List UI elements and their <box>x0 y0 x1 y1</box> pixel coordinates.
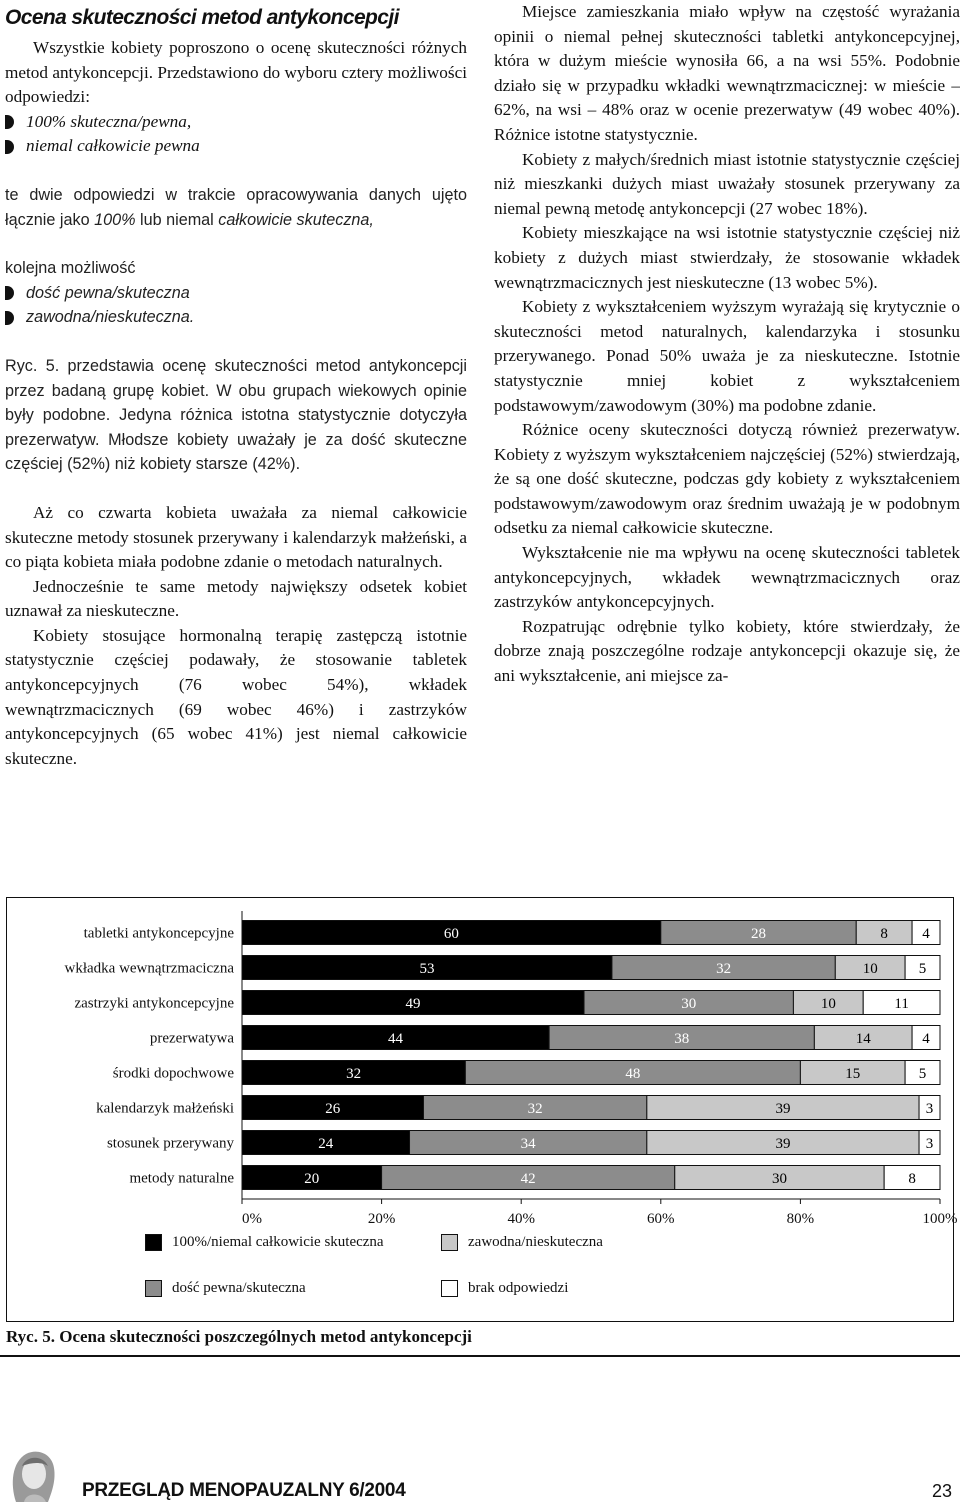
body-paragraph: Jednocześnie te same metody największy odsetek kobiet uznawał za nieskuteczne. <box>5 576 467 621</box>
bullet-item: dość pewna/skuteczna <box>5 281 467 306</box>
body-paragraph: Różnice oceny skuteczności dotyczą również prezerwatyw. Kobiety z wyższym wykształceniem najczęściej (52%) stwierdzają, że są one dość skuteczne, podczas gdy kobiety z wykształceniem podstawowym/zawodowym oraz średnim uważają je w podobnym odsetku za niemal całkowicie skuteczne. <box>494 420 960 538</box>
category-label: środki dopochwowe <box>112 1065 234 1082</box>
data-label: 5 <box>918 1066 927 1082</box>
bullet-icon <box>5 115 14 129</box>
woman-portrait-icon <box>2 1444 62 1504</box>
intro-paragraph: Wszystkie kobiety poproszono o ocenę skuteczności różnych metod antykoncepcji. Przedstawiono do wyboru cztery możliwości odpowiedzi: <box>5 38 467 107</box>
data-label: 53 <box>419 961 435 977</box>
x-tick-label: 80% <box>786 1211 815 1227</box>
data-label: 8 <box>880 926 888 942</box>
data-label: 28 <box>751 926 767 942</box>
data-label: 42 <box>520 1171 536 1187</box>
figure-paragraph: Ryc. 5. przedstawia ocenę skuteczności metod antykoncepcji przez badaną grupę kobiet. W obu grupach wiekowych opinie były podobne. Jedyna różnica istotna statystycznie dotyczyła prezerwatyw. Młodsze kobiety uważały je za dość skuteczne częściej (52%) niż kobiety starsze (42%). <box>5 356 467 474</box>
category-label: metody naturalne <box>129 1170 234 1187</box>
body-paragraph: Kobiety stosujące hormonalną terapię zastępczą istotnie statystycznie częściej podawały, że stosowanie tabletek antykoncepcyjnych (76 wobec 54%), wkładek wewnątrzmacicznych (69 wobec 46%) i zastrzyków antykoncepcyjnych (65 wobec 41%) jest niemal całkowicie skuteczne. <box>5 625 467 768</box>
data-label: 11 <box>894 996 909 1012</box>
body-paragraph: Wykształcenie nie ma wpływu na ocenę skuteczności tabletek antykoncepcyjnych, wkładek wewnątrzmacicznych oraz zastrzyków antykoncepcyjnych. <box>494 543 960 612</box>
data-label: 24 <box>318 1136 334 1152</box>
data-label: 44 <box>388 1031 404 1047</box>
stacked-bar-chart <box>7 898 958 1227</box>
body-paragraph: Kobiety z małych/średnich miast istotnie statystycznie częściej niż mieszkanki dużych miast uważały stosunek przerywany za niemal pewną metodę antykoncepcji (27 wobec 18%). <box>494 149 960 218</box>
left-column <box>5 0 467 771</box>
journal-title: PRZEGLĄD MENOPAUZALNY 6/2004 <box>82 1480 406 1501</box>
data-label: 10 <box>820 996 836 1012</box>
combined-paragraph: te dwie odpowiedzi w trakcie opracowywania danych ujęto łącznie jako 100% lub niemal całkowicie skuteczna, <box>5 185 467 229</box>
data-label: 39 <box>775 1101 791 1117</box>
data-label: 5 <box>918 961 927 977</box>
data-label: 60 <box>443 926 459 942</box>
x-tick-label: 20% <box>367 1211 396 1227</box>
data-label: 32 <box>527 1101 543 1117</box>
category-label: zastrzyki antykoncepcyjne <box>74 995 234 1012</box>
data-label: 3 <box>925 1101 934 1117</box>
x-tick-label: 40% <box>507 1211 535 1227</box>
section-heading: Ocena skuteczności metod antykoncepcji <box>5 6 399 29</box>
right-column <box>494 0 960 689</box>
data-label: 14 <box>855 1031 871 1047</box>
data-label: 20 <box>304 1171 320 1187</box>
next-option-label: kolejna możliwość <box>5 259 136 278</box>
bullet-icon <box>5 311 14 325</box>
data-label: 48 <box>625 1066 641 1082</box>
page-number: 23 <box>931 1481 952 1501</box>
data-label: 8 <box>908 1171 916 1187</box>
data-label: 38 <box>674 1031 690 1047</box>
bullet-icon <box>5 286 14 300</box>
body-paragraph: Kobiety mieszkające na wsi istotnie statystycznie częściej niż kobiety z dużych miast stwierdzały, że stosowanie wkładek wewnątrzmacicznych jest nieskuteczne (13 wobec 5%). <box>494 223 960 292</box>
bullet-item: niemal całkowicie pewna <box>5 134 467 159</box>
divider <box>0 1355 960 1357</box>
data-label: 32 <box>346 1066 362 1082</box>
legend-item: brak odpowiedzi <box>441 1280 568 1297</box>
data-label: 32 <box>716 961 732 977</box>
data-label: 39 <box>775 1136 791 1152</box>
data-label: 49 <box>405 996 421 1012</box>
data-label: 34 <box>520 1136 536 1152</box>
legend-swatch <box>441 1234 458 1251</box>
legend-item: 100%/niemal całkowicie skuteczna <box>145 1234 384 1251</box>
legend-item: dość pewna/skuteczna <box>145 1280 306 1297</box>
data-label: 30 <box>771 1171 787 1187</box>
category-label: tabletki antykoncepcyjne <box>83 925 234 942</box>
body-paragraph: Kobiety z wykształceniem wyższym wyrażają się krytycznie o skuteczności metod naturalnych, kalendarzyka i stosunku przerywanego. Ponad 50% uważa je za nieskuteczne. Istotnie statystycznie mniej kobiet z wykształceniem podstawowym/zawodowym (30%) ma podobne zdanie. <box>494 297 960 415</box>
x-tick-label: 60% <box>647 1211 675 1227</box>
figure-caption: Ryc. 5. Ocena skuteczności poszczególnych metod antykoncepcji <box>6 1327 472 1346</box>
data-label: 10 <box>862 961 878 977</box>
data-label: 15 <box>845 1066 861 1082</box>
legend-swatch <box>145 1234 162 1251</box>
category-label: kalendarzyk małżeński <box>96 1100 234 1117</box>
data-label: 30 <box>681 996 697 1012</box>
legend-swatch <box>145 1280 162 1297</box>
x-tick-label: 0% <box>242 1211 262 1227</box>
category-label: prezerwatywa <box>149 1030 234 1047</box>
body-paragraph: Rozpatrując odrębnie tylko kobiety, które stwierdzały, że dobrze znają poszczególne rodzaje antykoncepcji okazuje się, że ani wykształcenie, ani miejsce za- <box>494 616 960 686</box>
legend-item: zawodna/nieskuteczna <box>441 1234 603 1251</box>
x-tick-label: 100% <box>922 1211 958 1227</box>
bullet-icon <box>5 140 14 154</box>
data-label: 4 <box>922 926 930 942</box>
body-paragraph: Miejsce zamieszkania miało wpływ na częstość wyrażania opinii o niemal pełnej skuteczności tabletki antykoncepcyjnej, która w dużym mieście wynosiła 66, a na wsi 55%. Podobnie działo się w przypadku wkładki wewnątrzmacicznej: w mieście – 62%, na wsi – 48% oraz w ocenie prezerwatyw (49 wobec 40%). Różnice istotne statystycznie. <box>494 2 960 144</box>
data-label: 26 <box>325 1101 341 1117</box>
bullet-item: zawodna/nieskuteczna. <box>5 305 467 330</box>
category-label: wkładka wewnątrzmaciczna <box>64 960 234 977</box>
body-paragraph: Aż co czwarta kobieta uważała za niemal całkowicie skuteczne metody stosunek przerywany i kalendarzyk małżeński, a co piąta kobieta miała podobne zdanie o metodach naturalnych. <box>5 502 467 572</box>
legend-swatch <box>441 1280 458 1297</box>
data-label: 4 <box>922 1031 930 1047</box>
bullet-item: 100% skuteczna/pewna, <box>5 110 467 135</box>
data-label: 3 <box>925 1136 934 1152</box>
chart-frame <box>6 897 958 1322</box>
category-label: stosunek przerywany <box>106 1135 234 1152</box>
